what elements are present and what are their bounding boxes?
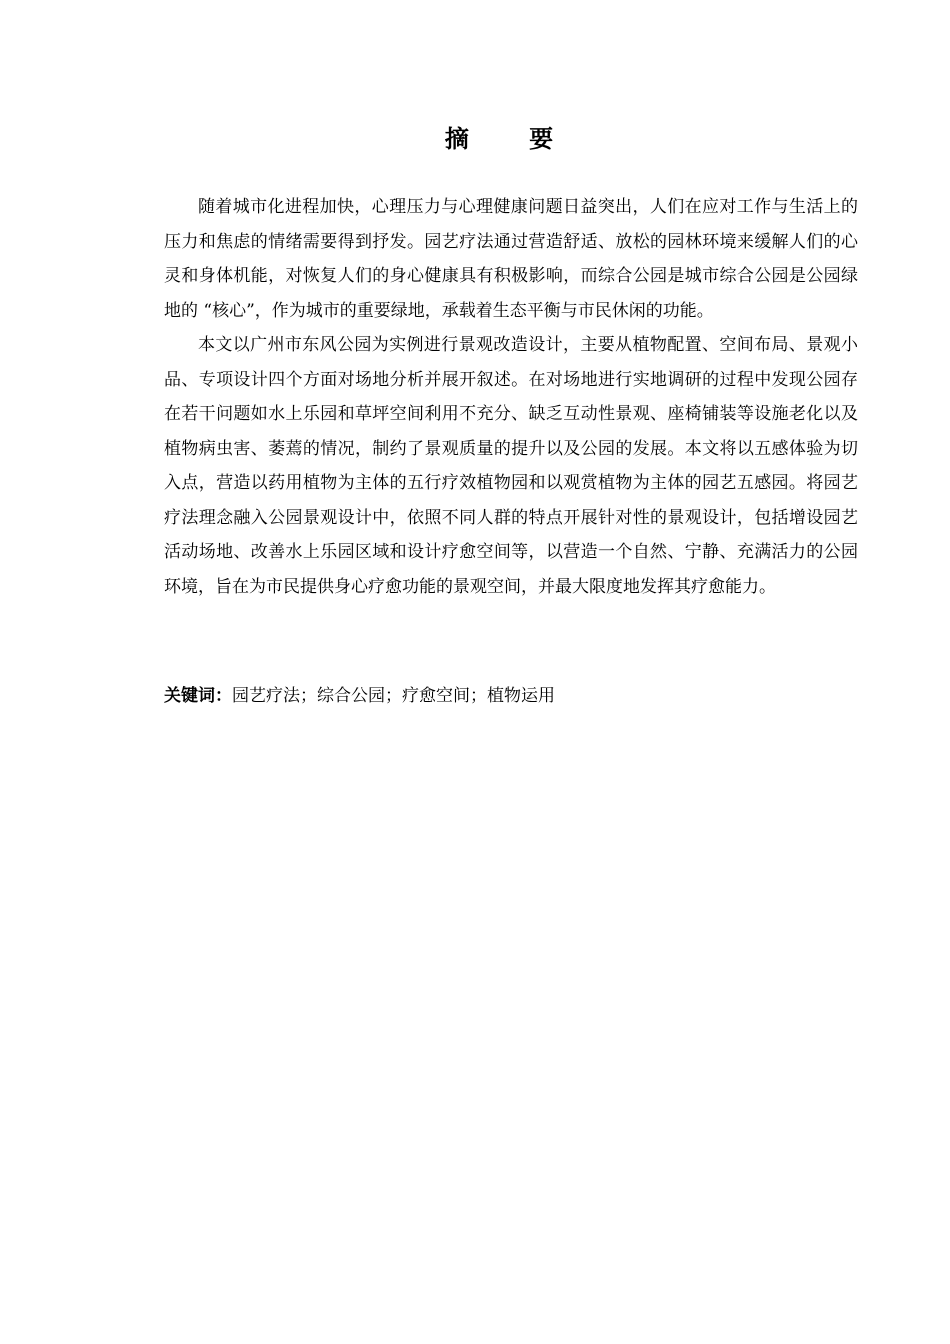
abstract-body [164, 190, 858, 604]
abstract-title: 摘 要 [444, 125, 580, 153]
abstract-paragraph-1: 随着城市化进程加快，心理压力与心理健康问题日益突出，人们在应对工作与生活上的压力和焦虑的情绪需要得到抒发。园艺疗法通过营造舒适、放松的园林环境来缓解人们的心灵和身体机能，对恢复人们的身心健康具有积极影响，而综合公园是城市综合公园是公园绿地的 “核心”，作为城市的重要绿地，承载着生态平衡与市民休闲的功能。 [164, 197, 858, 321]
keywords-label: 关键词： [164, 686, 232, 706]
keywords-value: 园艺疗法；综合公园；疗愈空间；植物运用 [232, 686, 555, 706]
abstract-paragraph-2: 本文以广州市东风公园为实例进行景观改造设计，主要从植物配置、空间布局、景观小品、专项设计四个方面对场地分析并展开叙述。在对场地进行实地调研的过程中发现公园存在若干问题如水上乐园和草坪空间利用不充分、缺乏互动性景观、座椅铺装等设施老化以及植物病虫害、萎蔫的情况，制约了景观质量的提升以及公园的发展。本文将以五感体验为切入点，营造以药用植物为主体的五行疗效植物园和以观赏植物为主体的园艺五感园。将园艺疗法理念融入公园景观设计中，依照不同人群的特点开展针对性的景观设计，包括增设园艺活动场地、改善水上乐园区域和设计疗愈空间等，以营造一个自然、宁静、充满活力的公园环境，旨在为市民提供身心疗愈功能的景观空间，并最大限度地发挥其疗愈能力。 [164, 335, 858, 597]
keywords-line [164, 679, 858, 713]
